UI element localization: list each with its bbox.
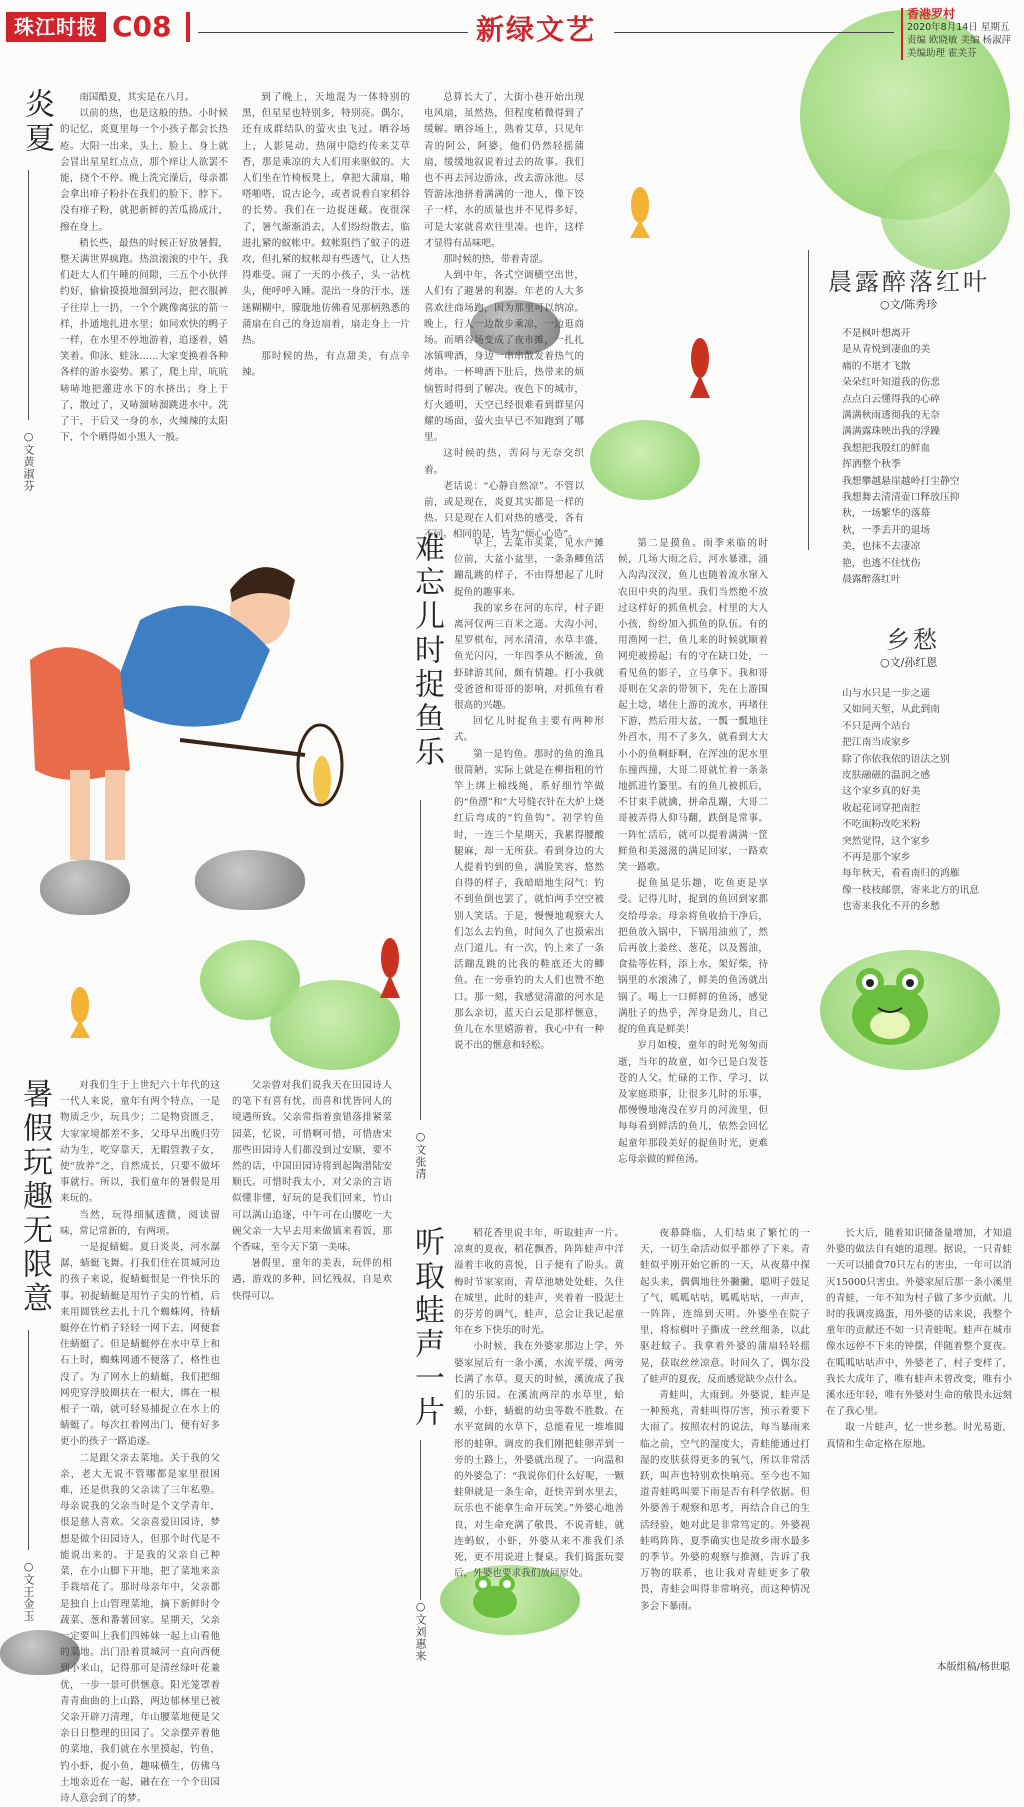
article-3-author: ○文王金玉: [22, 1560, 35, 1622]
article-3-paragraph: 父亲曾对我们说我天在田园诗人的笔下有喜有忧，而喜和忧皆同人的境遇所致。父亲常指着蛮错落排紧菜园菜，忆说，可惜啊可惜，可惜唐宋那些田园诗人们都没到过安顺，要不然的话，中国田园诗将到起陶潜陆安顺氏。可惜时我太小，对父亲的言语似懂非懂，好玩的是我们回来，竹山可以满山追逐，中午可在山腰吃一大碗父亲一大早去用来做镇来看饭，那个香味，至今天下第一美味。: [232, 1080, 392, 1254]
article-3-column-2: [232, 1078, 392, 1636]
editor-credit: 责编 欧晓敏 美编 杨淑萍: [907, 35, 1012, 46]
poem-line: 秋，一场繁华的落幕: [842, 508, 931, 520]
article-2-column-1: [454, 536, 604, 1191]
newspaper-logo: 珠江时报: [6, 12, 106, 42]
boy-fishing-illustration: [10, 540, 380, 880]
article-3-paragraph: 当然，玩得细腻透微，阅读留味，常记常新的，有两项。: [60, 1209, 220, 1237]
poem-line: 我想攀越悬崖越岭打尘静空: [842, 475, 960, 487]
poem-1-body: [842, 326, 1012, 589]
poem-line: 朵朵红叶知道我的伤悲: [842, 377, 940, 389]
article-2-author: ○文张清: [414, 1130, 427, 1180]
poem-line: 我想舞去清清壶口释放压抑: [842, 492, 960, 504]
poem-1-divider: [808, 250, 809, 550]
fish-illustration-2: [680, 330, 720, 400]
poem-line: 皮肤融磁的温润之感: [842, 770, 931, 782]
article-4-column-2: [640, 1226, 810, 1636]
article-3-paragraph: 一是捉蜻蜓。夏日炎炎，河水潺潺，蜻蜓飞舞。打我们住在贯城河边的孩子来说，捉蜻蜓恨是一件快乐的事。初捉蜻蜓是用竹子尖的竹梢，后来用圆铁丝去扎十几个蜘蛛网，待蜻蜓停在竹梢子轻轻一网下去，网便套住蜻蜓了。但是蜻蜓停在水中草上和石上时，蜘蛛网通不便落了，格性也没了。为了网水上的蜻蜓，我们把细网兜穿浮胶圈扶在一根大，绑在一根根子一端，就可轻易捕捉立在水上的蜻蜓了。每次扛着网出门，便有好多更小的孩子一路追逐。: [60, 1242, 220, 1448]
article-4-column-3: [826, 1226, 1012, 1636]
article-2-paragraph: 早上，去菜市买菜，见水产摊位前，大盆小盆里，一条条鲫鱼活蹦乱跳的样子，不由得想起了儿时捉鱼的趣事来。: [454, 538, 604, 598]
page-number: C08: [112, 10, 172, 43]
header-rule-left: [198, 32, 468, 33]
fish-illustration-4: [60, 980, 100, 1040]
section-title: 新绿文艺: [476, 13, 597, 46]
article-4-paragraph: 稻花香里说丰年，听取蛙声一片。凉爽的夏夜，稻花飘香，阵阵蛙声中洋溢着丰收的喜悦，日子便有了盼头。黄梅时节家家雨，青草池塘处处蛙，久住在城里，此时的蛙声，夹着着一股泥土的芬芳的调气，蛙声，总会让我记起童年在乡下快乐的时光。: [454, 1228, 624, 1337]
article-2-column-2: [618, 536, 768, 1191]
poem-line: 每年秋天，看看南归的鸿雁: [842, 868, 960, 880]
article-1-paragraph: 南国酷夏，其实是在八月。: [79, 92, 195, 103]
article-1-paragraph: 稍长些，最热的时候正好放暑假，整天满世界疯跑。热浪滚滚的中午，我们赶大人们午睡的间隙，三五个小伙伴约好，偷偷摸摸地溜到河边，把衣服裤子往岸上一扔，一个个跳像离弦的箭一样，扑通地扎进水里；如同欢快的鸭子一样，在水里不停地游着，追逐着，嬉笑着。仰泳、蛙泳……大家变换着各种各样的游水姿势。累了，爬上岸，吭吭哧哧地把灌进水下的水挤出；身上干了，散过了，又哧溜哧溜跳进水中。洗了干，干后又一身的水，火辣辣的太阳下，个个晒得如小黑人一般。: [60, 237, 228, 444]
page-editor-credit: 本版组稿/杨世聪: [936, 1662, 1010, 1673]
article-2-paragraph: 捉鱼虽是乐趣，吃鱼更是享受。记得儿时，捉到的鱼回到家都交给母亲。母亲将鱼收拾干净后，把鱼放入锅中，下锅用油煎了，然后再放上姜丝、葱花，以及酱油，食盐等佐料，添上水，架好柴，待锅里的水滚沸了，鲜美的鱼汤就出锅了。喝上一口鲜鲜的鱼汤，感觉满肚子的热乎，浑身是劲儿，自己捉的鱼真是鲜美！: [618, 878, 768, 1036]
article-4-paragraph: 长大后，随着知识储备量增加，才知道外婆的做法自有她的道理。据说，一只青蛙一天可以捕食70只左右的害虫，一年可以消灭15000只害虫。外婆家屋后那一条小溪里的青蛙，一年不知为村子做了多少贡献。儿时的我调皮捣蛋，用外婆的话来说，我整个童年的贡献还不如一只青蛙呢。蛙声在城市像水远停不下来的钟摆，伴随着整个夏夜。在呱呱咕咕声中，外婆老了，村子变样了，我长大成年了，唯有蛙声未曾改变，唯有小溪水还年轻，唯有外婆对生命的敬畏永远刻在了我心里。: [826, 1228, 1012, 1418]
article-1-paragraph: 总算长大了，大街小巷开始出现电风扇，虽然热，但程度稍微得到了缓解。晒谷场上，熟着艾草，只见年青的阿公，阿婆，他们仍然轻摇蒲扇，缓缓地叙说着过去的故事。我们也不再去河边游泳，改去游泳池。尽管游泳池挤着满满的一池人，像下饺子一样，水的质量也并不见得多好，可是大家就喜欢往里凑。也许，这样才显得有品味吧。: [424, 92, 584, 249]
article-1-column-3: [424, 90, 584, 541]
poem-line: 不只是两个站台: [842, 720, 911, 732]
issue-meta: [901, 8, 1021, 60]
poem-line: 山与水只是一步之遥: [842, 688, 931, 699]
lily-pad-right-mid: [880, 150, 1010, 270]
article-3-paragraph: 二是跟父亲去菜地。关于我的父亲，老大无说不管哪都是家里很困难，还是供我的父亲读了三年私塾。母亲说我的父亲当时是个文学青年，很是慈人喜欢。父亲喜爱田园诗，梦想是做个田园诗人，但那个时代是不能说出来的。于是我的父亲自己种菜，在小山脚下开地，把了菜地来亲手栽培花了。那时母亲年中，父亲都是独自上山管理菜地，摘下新鲜时令蔬菜、葱和番薯回家。星期天，父亲一定要叫上我们四姊妹一起上山看他的菜地。出门沿着贯城河一直向西便到小米山，记得那可是清丝绿叶花兼优，一步一景可供惬意。阳光笼罩着青青曲曲的上山路，两边郁林里已被父亲开辟刀清理，年山腰菜地便是父亲日日整理的田园了。父亲摆弄着他的菜地，我们就在水里摸起，钓鱼，钓小虾，捉小鱼，趣味横生，仿佛乌土地亲近在一起，融在在一个个田园诗人意会到了的梦。: [60, 1452, 220, 1804]
article-2-paragraph: 回忆儿时捉鱼主要有两种形式。: [454, 716, 604, 744]
assistant-credit: 美编助理 霍美芬: [907, 48, 977, 59]
article-4-author: ○文刘惠来: [414, 1600, 427, 1662]
poem-line: 晨露醉落红叶: [842, 574, 901, 586]
poem-2-author: ○文/孙红恩: [880, 656, 938, 669]
brand-name: 香港罗村: [907, 7, 956, 21]
poem-2-body: [842, 686, 1012, 916]
poem-line: 艳，也逃不住忧伤: [842, 557, 921, 569]
article-1-author: ○文黄淑芬: [22, 430, 35, 492]
article-4-paragraph: 取一片蛙声，忆一世乡愁。时光易逝，真情和生命定格在原地。: [826, 1422, 1012, 1450]
poem-line: 又如同天堑，从此到南: [842, 704, 940, 716]
poem-line: 这个家乡真的好美: [842, 786, 921, 798]
article-3-divider: [28, 1330, 29, 1550]
article-4-divider: [420, 1440, 421, 1600]
article-3-column-1: [60, 1078, 220, 1804]
article-1-title: 炎夏: [19, 88, 54, 156]
article-4-title: 听取蛙声一片: [409, 1226, 444, 1430]
poem-line: 痛的不堪才飞散: [842, 360, 911, 372]
poem-line: 满满露珠映出我的浮躁: [842, 426, 940, 438]
poem-line: 是从青悦到凄血的美: [842, 344, 931, 356]
article-2-paragraph: 我的家乡在河的东岸，村子距离河仅两三百米之遥。大沟小河，星罗棋布，河水清清，水草丰盛，鱼光闪闪，一年四季从不断流，鱼虾肆游其间，颇有情趣。打小我就受爸爸和哥哥的影响，对抓鱼有着很高的兴趣。: [454, 602, 604, 712]
poem-1-title: 晨露醉落红叶: [828, 268, 990, 296]
poem-line: 也寄来我化不开的乡愁: [842, 901, 940, 913]
poem-line: 点点白云懂得我的心碎: [842, 393, 940, 405]
article-1-paragraph: 那时候的热，带着青涩。: [443, 254, 549, 266]
article-2-paragraph: 第二是摸鱼。雨季来临的时候，几场大雨之后，河水暴涨，涌入沟沟汊汊，鱼儿也随着流水窜入农田中央的沟里。我们当然绝不放过这样好的抓鱼机会。村里的大人小孩，纷纷加入抓鱼的队伍。有的用渔网一拦，鱼儿来的时候就顺着网兜被捞起；有的守在缺口处，一看见鱼的影子，立马拿下。我和哥哥则在父亲的带领下，先在上游围起土埝，堵住上游的流水，再堵住下游，然后用大盆，一瓢一瓢地往外舀水，用不了多久，就看到大大小小的鱼啊虾啊，在浑浊的泥水里东撞西撞，大哥二哥就忙着一条条地抓进竹篓里。有的鱼儿被抓后，不甘束手就擒，拼命乱蹦，大哥二哥被弄得人仰马翻，跌倒是常事。一阵忙活后，就可以提着满满一筐鲜鱼和美滋滋的满足回家，一路欢笑一路歌。: [618, 538, 768, 874]
article-2-divider: [420, 800, 421, 1120]
poem-line: 不是枫叶想离开: [842, 328, 911, 339]
article-2-paragraph: 岁月如梭，童年的时光匆匆而逝，当年的故童，如今已是白发苍苍的人父。忙碌的工作、学习，以及家庭琐事，让很多儿时的乐事，都慢慢地淹没在岁月的河流里，但每每看到鲜活的鱼儿，依然会回忆起童年那段美好的捉鱼时光，更难忘母亲做的鲜鱼汤。: [618, 1040, 768, 1165]
fish-illustration-3: [370, 930, 410, 1000]
poem-line: 不吃面粉改吃米粉: [842, 819, 921, 831]
poem-line: 除了你依我依的语法之别: [842, 753, 950, 765]
masthead: [6, 7, 1018, 59]
lily-pad-center: [590, 420, 700, 500]
poem-2-title: 乡愁: [886, 626, 940, 654]
article-4-paragraph: 夜幕降临，人们结束了繁忙的一天，一切生命活动似乎都停了下来。青蛙似乎刚开始它新的一天，从夜幕中探起头来，偶偶地往外撇撇，聪明子鼓足了气，呱呱咕咕，呱呱咕咕，一声声，一阵阵，连绵到天明。外婆坐在院子里，将棕榈叶子撕成一丝丝细条，以此驱赶蚊子。我拿着外婆的蒲扇轻轻摇晃，获取丝丝凉意。时间久了，偶尔没了蛙声的夏夜，反而感觉缺少点什么。: [640, 1228, 810, 1385]
red-rule: [186, 12, 190, 42]
article-2-paragraph: 第一是钓鱼。那时的鱼的渔具很简陋，实际上就是在柳指粗的竹竿上绑上棉线绳，系好细竹竿做的“鱼漂”和“大号缝衣针在大炉上烧红后弯成的“钓鱼钩”。初学钓鱼时，一连三个星期天，我累得腰酸腿麻，却一无所获。看到身边的大人提着钓到的鱼，满脸笑容，悠然自得的样子，我暗暗地生闷气：钓不到鱼倒也罢了，就怕两手空空被别人笑话。于是，慢慢地观察大人们怎么去钓鱼，时间久了也摸索出点门道儿。有一次，钓上来了一条活蹦乱跳的比我的鞋底还大的鲫鱼。在一旁垂钓的大人们也赞不绝口。那一刻，我感觉清澈的河水是那么亲切，蓝天白云是那样惬意，鱼儿在水里嬉游着，我心中有一种说不出的惬意和轻松。: [454, 748, 604, 1052]
article-1-column-1: [60, 90, 228, 495]
poem-line: 挥洒整个秋季: [842, 459, 901, 471]
article-4-paragraph: 小时候，我在外婆家那边上学，外婆家屋后有一条小溪，水流平缓，两旁长满了水草。夏天的时候，溪流成了我们的乐园。在溪流两岸的水草里，蛤蟆，小虾，蜻蜓的幼虫等数不胜数。在水平宽阔的水草下，总能看见一堆堆圆形的蛙卵。调皮的我们刚把蛙卵弄到一旁的土路上，外婆就出现了。一向温和的外婆急了：“我说你们什么好呢，一颗蛙卵就是一条生命，赶快弄到水里去，玩乐也不能拿生命开玩笑。”外婆心地善良，对生命充满了敬畏，不说青蛙，就连蚂蚁，小虾，外婆从来不准我们杀死，更不用说进上餐桌。我们捣蛋玩耍后，外婆也要求我们放回原处。: [454, 1341, 624, 1580]
header-rule-right: [614, 32, 894, 33]
poem-line: 美，也抹不去凄凉: [842, 541, 921, 553]
poem-line: 突然觉得，这个家乡: [842, 835, 931, 847]
poem-line: 像一枝枝邮票，寄来北方的讯息: [842, 884, 980, 896]
fish-illustration-1: [620, 180, 660, 240]
poem-line: 我想把我殷红的鲜血: [842, 442, 931, 454]
poem-line: 收起花词穿把南腔: [842, 802, 921, 814]
article-2-title: 难忘儿时捉鱼乐: [409, 532, 444, 770]
article-1-paragraph: 以前的热，也是这般的热。小时候的记忆，炎夏里每一个小孩子都会长热疮。大阳一出来，头上、脸上、身上就会冒出星星红点点，那个痒让人欲罢不能，挠个不停。晚上洗完澡后，母亲都会拿出痱子粉扑在我们的脸下、脖下。没有痱子粉，就把新鲜的苦瓜捣成汁，擦在身上。: [60, 108, 228, 233]
article-3-title: 暑假玩趣无限意: [17, 1078, 52, 1316]
article-1-paragraph: 人到中年，各式空调横空出世，人们有了避暑的利器。年老的人大多喜欢往商场跑，因为那里可以纳凉。晚上，行人一边散步乘凉，一边逛商场。而晒谷场变成了夜市摊，一扎扎冰镇啤酒，身边一串串散发着热气的烤串。一杯啤酒下肚后，热带来的烦恼暂时得到了解决。夜色下的城市，灯火通明，天空已经很难看到群星闪耀的场面，萤火虫早已不知跑到了哪里。: [424, 270, 584, 444]
poem-line: 满满秋雨透彻我的无奈: [842, 410, 940, 422]
article-4-paragraph: 青蛙叫，大雨到。外婆说，蛙声是一种预兆，青蛙叫得厉害，预示着要下大雨了。按照农村的说法，每当暴雨来临之前，空气的湿度大，青蛙能通过打湿的皮肤获得更多的氧气，所以非常活跃，叫声也特别欢快响亮。至今也不知道青蛙鸣叫要下雨是否有科学依据。但外婆善于观察和思考，再结合自己的生活经验，她对此是非常笃定的。外婆视蛙鸣阵阵，夏季确实也是故乡雨水最多的季节。外婆的观察与推测，告诉了我万物的联系，也让我对青蛙更多了敬畏，青蛙会叫得非常响亮，而这种情况多会下暴雨。: [640, 1390, 810, 1612]
article-3-paragraph: 暑假里，童年的美表，玩伴的相遇，游戏的多种，回忆残叔，自是欢快得可以。: [232, 1258, 392, 1302]
frog-illustration: [840, 960, 940, 1050]
article-1-paragraph: 那时候的热，有点甜美，有点辛辣。: [242, 351, 410, 379]
poem-line: 秋，一季丢开的退场: [842, 524, 931, 536]
article-4-column-1: [454, 1226, 624, 1580]
poem-line: 不再是那个家乡: [842, 852, 911, 864]
article-1-divider: [28, 170, 29, 420]
poem-line: 把江南当成家乡: [842, 737, 911, 749]
article-1-paragraph: 老话说：“心静自然凉”。不管以前，或是现在，炎夏其实都是一样的热。只是现在人们对热的感受，各有不同。相同的是，皆为“烦心心造”。: [424, 480, 584, 541]
article-1-paragraph: 到了晚上，天地混为一体特别的黑，但星星也特别多，特别亮。偶尔，还有成群结队的萤火虫飞过。晒谷场上，人影晃动，热闹中隐约传来艾草香，那是乘凉的大人们用来驱蚊的。大人们坐在竹椅板凳上，拿把大蒲扇，啪嗒啪嗒，说古论今，或者说着自家稻谷的长势。我们在一边捉迷藏。夜很深了，暑气渐渐消去，人们纷纷散去，临进扎紧的蚊帐中。蚊帐阻挡了蚊子的进攻，但扎紧的蚊帐却有些透气，让人热得难受。闹了一天的小孩子，头一沾枕头，便呼呼入睡。混出一身的汗水，迷迷糊糊中，朦胧地仿佛看见那柄熟悉的蒲扇在自己的身边扇着，扇走身上一片热。: [242, 92, 410, 347]
article-1-column-2: [242, 90, 410, 495]
poem-1-author: ○文/陈秀珍: [880, 298, 938, 311]
article-3-paragraph: 对我们生于上世纪六十年代的这一代人来说，童年有两个特点，一是物质乏少，玩具少；二是物资匮乏，大家家境都差不多，父母早出晚归劳动为生，吃穿靠天，无暇管教子女，使“放养”之，自然成长，只要不做坏事就行。所以，我们童年的暑假是用来玩的。: [60, 1080, 220, 1205]
issue-date: 2020年8月14日 星期五: [907, 22, 1010, 33]
article-1-paragraph: 这时候的热，苦闷与无奈交织着。: [424, 448, 584, 476]
